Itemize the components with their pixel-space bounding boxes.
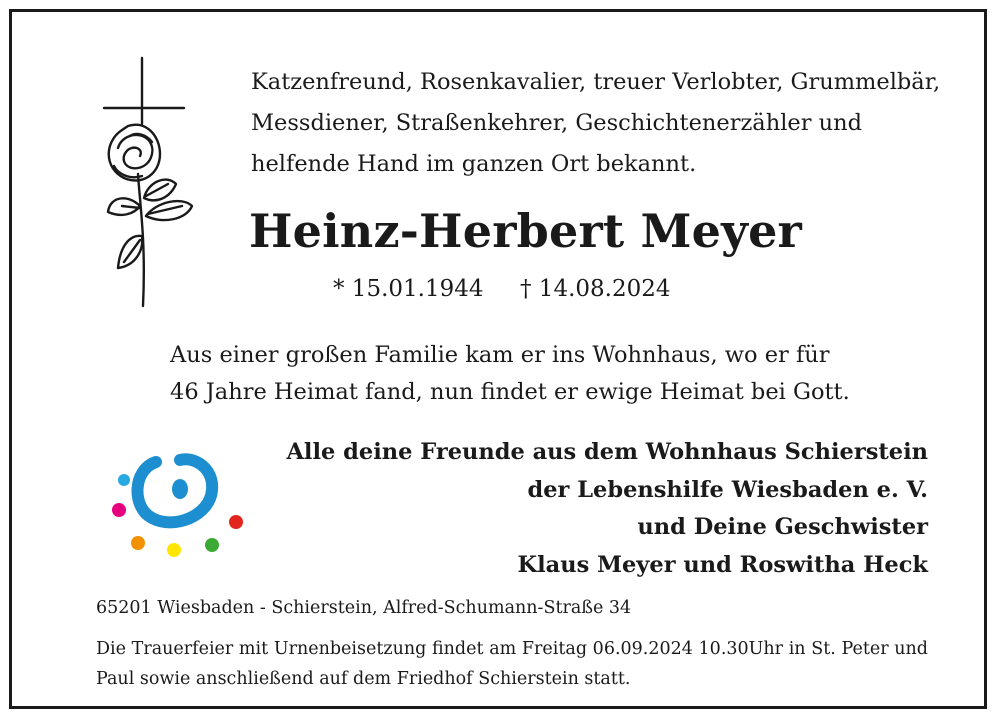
cross-rose-icon: [100, 56, 200, 312]
intro-line: Katzenfreund, Rosenkavalier, treuer Verlobter, Grummelbär,: [251, 69, 941, 95]
address: 65201 Wiesbaden - Schierstein, Alfred-Schumann-Straße 34: [96, 598, 632, 618]
signatures: [286, 434, 928, 584]
memorial-text: [170, 337, 850, 411]
signature-line: und Deine Geschwister: [637, 514, 928, 540]
intro-text: [251, 62, 940, 185]
signature-line: der Lebenshilfe Wiesbaden e. V.: [527, 476, 928, 503]
deceased-name: Heinz-Herbert Meyer: [249, 204, 802, 258]
memorial-line: 46 Jahre Heimat fand, nun findet er ewige Heimat bei Gott.: [170, 379, 850, 405]
intro-line: Messdiener, Straßenkehrer, Geschichtenerzähler und: [251, 110, 863, 136]
service-info: Die Trauerfeier mit Urnenbeisetzung findet am Freitag 06.09.2024 10.30Uhr in St. Peter und Paul sowie anschließend auf dem Friedhof Schierstein statt.: [96, 639, 928, 689]
signature-line: Klaus Meyer und Roswitha Heck: [517, 551, 928, 578]
intro-line: helfende Hand im ganzen Ort bekannt.: [251, 151, 697, 177]
lebenshilfe-logo: [108, 452, 248, 560]
death-date: † 14.08.2024: [520, 276, 671, 302]
memorial-line: Aus einer großen Familie kam er ins Wohnhaus, wo er für: [170, 342, 830, 368]
signature-line: Alle deine Freunde aus dem Wohnhaus Schierstein: [286, 439, 928, 465]
birth-date: * 15.01.1944: [333, 276, 484, 302]
